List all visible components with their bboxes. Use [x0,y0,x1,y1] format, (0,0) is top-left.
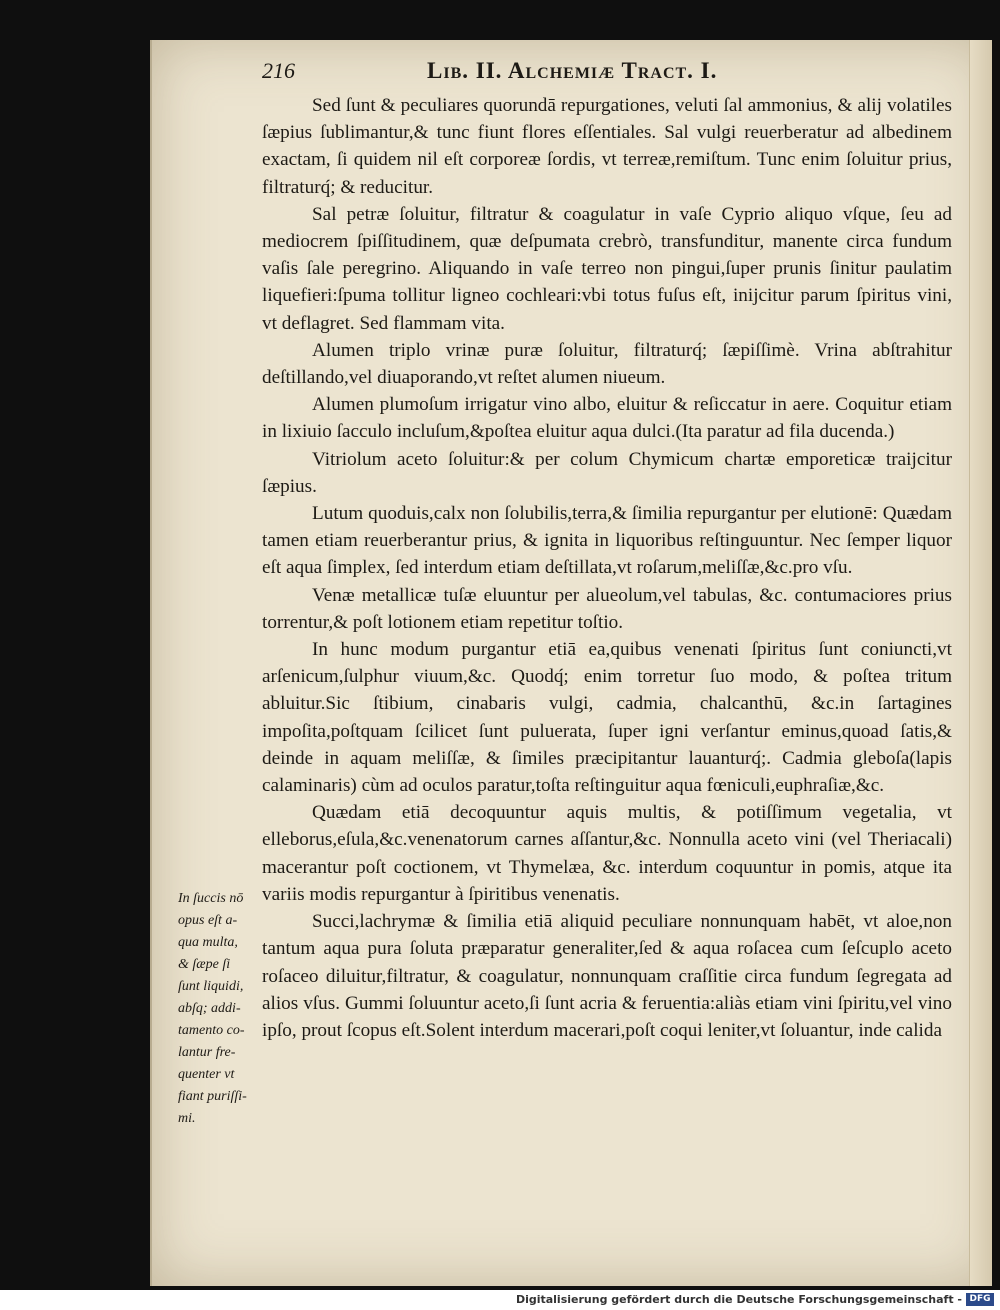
paragraph: Alumen plumoſum irrigatur vino albo, eluitur & reſiccatur in aere. Coquitur etiam in lixiuio ſacculo incluſum,&poſtea eluitur aqua dulci.(Ita paratur ad fila ducenda.) [262,394,952,443]
margin-note-line: lantur fre- [178,1045,236,1060]
margin-note [178,888,256,1130]
paragraph: Venæ metallicæ tuſæ eluuntur per alueolum,vel tabulas, &c. contumaciores prius torrentur,& poſt lotionem etiam repetitur toſtio. [262,584,952,633]
margin-note-line: opus eſt a- [178,913,238,928]
paragraph: Quædam etiā decoquuntur aquis multis, & potiſſimum vegetalia, vt elleborus,eſula,&c.venenatorum carnes aſſantur,&c. Nonnulla aceto vini (vel Theriacali) macerantur poſt coctionem, vt Thymelæa, &c. interdum coquuntur in pomis, atque ita variis modis repurgantur à ſpiritibus venenatis. [262,802,952,905]
funding-notice: Digitalisierung gefördert durch die Deutsche Forschungsgemeinschaft - [515,1293,962,1306]
paragraph: Sal petræ ſoluitur, filtratur & coagulatur in vaſe Cyprio aliquo vſque, ſeu ad mediocrem ſpiſſitudinem, quæ deſpumata crebrò, transfunditur, manente circa fundum vaſis ſale peregrino. Aliquando in vaſe terreo non pingui,ſuper prunis ſinitur paulatim liquefieri:ſpuma tollitur ligneo cochleari:vbi totus fuſus eſt, inijcitur parum ſpiritus vini, vt deflagret. Sed flammam vita. [262,203,952,334]
paragraph: Lutum quoduis,calx non ſolubilis,terra,& ſimilia repurgantur per elutionē: Quædam tamen etiam reuerberantur prius, & ignita in liquoribus reſtinguuntur. Nec ſemper liquor eſt aqua ſimplex, ſed interdum etiam deſtillata,vt roſarum,meliſſæ,&c.pro vſu. [262,503,952,579]
running-title: Lib. II. Alchemiæ Tract. I. [427,58,718,83]
margin-note-line: tamento co- [178,1023,245,1038]
page-edge [969,40,992,1286]
dfg-logo-icon[interactable]: DFG [966,1293,994,1306]
paragraph: Alumen triplo vrinæ puræ ſoluitur, filtraturq́; ſæpiſſimè. Vrina abſtrahitur deſtillando,vel diuaporando,vt reſtet alumen niueum. [262,339,952,389]
margin-note-line: fiant puriſſi- [178,1089,247,1104]
book-page [150,40,992,1286]
margin-note-line: quenter vt [178,1067,235,1082]
margin-note-line: In ſuccis nō [178,891,244,906]
body-text [262,92,952,1044]
paragraph: Vitriolum aceto ſoluitur:& per colum Chymicum chartæ emporeticæ traijcitur ſæpius. [262,448,952,497]
page-number: 216 [262,58,295,83]
paragraph: Succi,lachrymæ & ſimilia etiā aliquid peculiare nonnunquam habēt, vt aloe,non tantum aqua pura ſoluta præparatur generaliter,ſed & aqua roſacea cum ſeſcuplo aceto roſaceo diluitur,filtratur, & coagulatur, nonnunquam craſſitie circa fundum ſegregata ad alios vſus. Gummi ſoluuntur aceto,ſi ſunt acria & feruentia:aliàs etiam vini ſpiritu,vel vino ipſo, prout ſcopus eſt.Solent interdum macerari,poſt coqui leniter,vt ſoluantur, inde calida [262,911,952,1041]
margin-note-line: & ſæpe ſi [178,957,231,972]
margin-note-line: abſq; addi- [178,1001,241,1016]
paragraph: In hunc modum purgantur etiā ea,quibus venenati ſpiritus ſunt coniuncti,vt arſenicum,ſulphur viuum,&c. Quodq́; enim torretur ſuo modo, & poſtea tritum abluitur.Sic ſtibium, cinabaris vulgi, cadmia, chalcanthū, &c.in ſartagines impoſita,poſtquam ſcilicet ſunt puluerata, ſuper igni verſantur eminus,quoad ſatis,& deinde in aquam meliſſæ, & ſimiles præcipitantur lauanturq́;. Cadmia gleboſa(lapis calaminaris) cùm ad oculos paratur,toſta reſtinguitur aqua fœniculi,euphraſiæ,&c. [262,639,952,797]
digitization-footer [0,1290,1000,1310]
margin-note-line: mi. [178,1111,196,1126]
margin-note-line: ſunt liquidi, [178,979,244,994]
margin-note-line: qua multa, [178,935,238,950]
page-header [262,58,942,92]
paragraph: Sed ſunt & peculiares quorundā repurgationes, veluti ſal ammonius, & alij volatiles ſæpius ſublimantur,& tunc fiunt flores eſſentiales. Sal vulgi reuerberatur ad albedinem exactam, ſi quidem nil eſt corporeæ ſordis, vt terreæ,remiſtum. Tunc enim ſoluitur prius, filtraturq́; & reducitur. [262,95,952,198]
